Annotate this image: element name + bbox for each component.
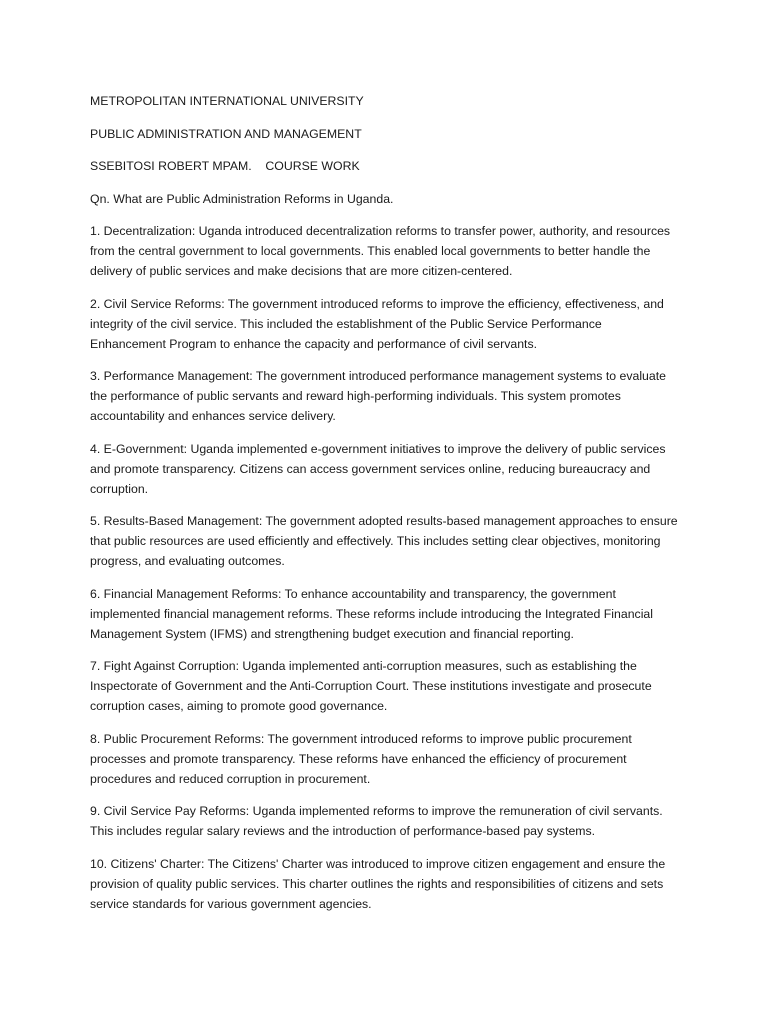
document-body <box>90 91 680 926</box>
programme-title: PUBLIC ADMINISTRATION AND MANAGEMENT <box>90 126 362 141</box>
reform-item-1: 1. Decentralization: Uganda introduced decentralization reforms to transfer power, authority, and resources from the central government to local governments. This enabled local governments to better handle the delivery of public services and make decisions that are more citizen-centered. <box>90 224 671 278</box>
reform-item-7: 7. Fight Against Corruption: Uganda implemented anti-corruption measures, such as establishing the Inspectorate of Government and the Anti-Corruption Court. These institutions investigate and prosecute corruption cases, aiming to promote good governance. <box>90 659 652 713</box>
reform-item-10: 10. Citizens' Charter: The Citizens' Charter was introduced to improve citizen engagement and ensure the provision of quality public services. This charter outlines the rights and responsibilities of citizens and sets service standards for various government agencies. <box>90 856 666 911</box>
reform-item-5: 5. Results-Based Management: The government adopted results-based management approaches to ensure that public resources are used efficiently and effectively. This includes setting clear objectives, monitoring progress, and evaluating outcomes. <box>90 514 678 568</box>
reform-item-2: 2. Civil Service Reforms: The government introduced reforms to improve the efficiency, effectiveness, and integrity of the civil service. This included the establishment of the Public Service Performance Enhancement Program to enhance the capacity and performance of civil servants. <box>90 296 664 351</box>
reform-item-8: 8. Public Procurement Reforms: The government introduced reforms to improve public procurement processes and promote transparency. These reforms have enhanced the efficiency of procurement procedures and reduced corruption in procurement. <box>90 731 632 786</box>
university-name: METROPOLITAN INTERNATIONAL UNIVERSITY <box>90 94 364 108</box>
reform-item-3: 3. Performance Management: The government introduced performance management systems to evaluate the performance of public servants and reward high-performing individuals. This system promotes accountability and enhances service delivery. <box>90 369 666 423</box>
reform-item-6: 6. Financial Management Reforms: To enhance accountability and transparency, the government implemented financial management reforms. These reforms include introducing the Integrated Financial Management System (IFMS) and strengthening budget execution and financial reporting. <box>90 586 653 641</box>
author-course-line: SSEBITOSI ROBERT MPAM. COURSE WORK <box>90 159 360 173</box>
reform-item-9: 9. Civil Service Pay Reforms: Uganda implemented reforms to improve the remuneration of civil servants. This includes regular salary reviews and the introduction of performance-based pay systems. <box>90 804 663 838</box>
question-line: Qn. What are Public Administration Reforms in Uganda. <box>90 191 394 206</box>
reform-item-4: 4. E-Government: Uganda implemented e-government initiatives to improve the delivery of public services and promote transparency. Citizens can access government services online, reducing bureaucracy and corruption. <box>90 441 666 496</box>
